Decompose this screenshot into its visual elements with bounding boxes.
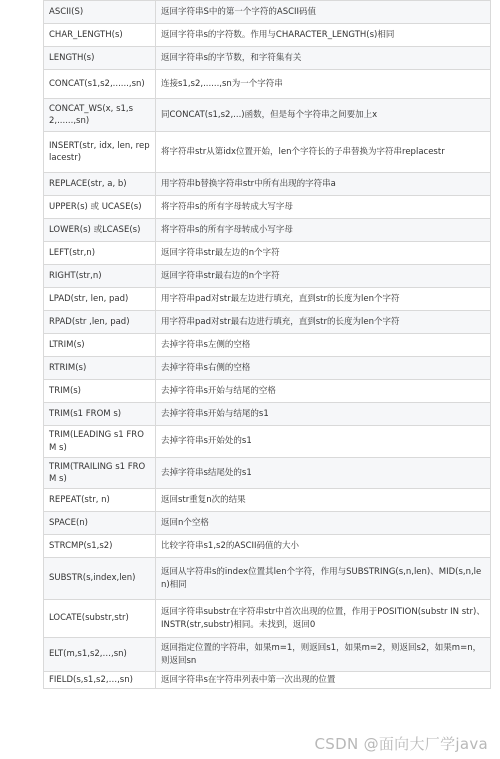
function-description-cell: 用字符串b替换字符串str中所有出现的字符串a <box>156 173 491 196</box>
function-name-cell: INSERT(str, idx, len, replacestr) <box>44 132 156 173</box>
table-body <box>44 1 491 689</box>
table-row <box>44 219 491 242</box>
table-row <box>44 672 491 689</box>
function-description-cell: 将字符串s的所有字母转成大写字母 <box>156 196 491 219</box>
table-row <box>44 24 491 47</box>
function-description-cell: 返回指定位置的字符串，如果m=1，则返回s1，如果m=2，则返回s2，如果m=n，则返回sn <box>156 638 491 672</box>
function-name-cell: ASCII(S) <box>44 1 156 24</box>
function-description-cell: 返回n个空格 <box>156 512 491 535</box>
function-name-cell: TRIM(s1 FROM s) <box>44 403 156 426</box>
function-name-cell: LPAD(str, len, pad) <box>44 288 156 311</box>
function-description-cell: 返回字符串s的字节数，和字符集有关 <box>156 47 491 70</box>
function-name-cell: LTRIM(s) <box>44 334 156 357</box>
table-row <box>44 638 491 672</box>
table-row <box>44 99 491 132</box>
function-name-cell: RIGHT(str,n) <box>44 265 156 288</box>
function-description-cell: 去掉字符串s左侧的空格 <box>156 334 491 357</box>
function-name-cell: FIELD(s,s1,s2,…,sn) <box>44 672 156 689</box>
table-row <box>44 1 491 24</box>
function-name-cell: REPEAT(str, n) <box>44 489 156 512</box>
function-name-cell: LOWER(s) 或LCASE(s) <box>44 219 156 242</box>
function-name-cell: CONCAT_WS(x, s1,s2,......,sn) <box>44 99 156 132</box>
table-row <box>44 242 491 265</box>
function-description-cell: 用字符串pad对str最右边进行填充，直到str的长度为len个字符 <box>156 311 491 334</box>
function-description-cell: 去掉字符串s右侧的空格 <box>156 357 491 380</box>
function-description-cell: 返回字符串s在字符串列表中第一次出现的位置 <box>156 672 491 689</box>
function-description-cell: 将字符串s的所有字母转成小写字母 <box>156 219 491 242</box>
table-row <box>44 458 491 489</box>
table-row <box>44 357 491 380</box>
table-row <box>44 535 491 558</box>
function-table-container <box>43 0 490 689</box>
function-description-cell: 连接s1,s2,......,sn为一个字符串 <box>156 70 491 99</box>
function-name-cell: STRCMP(s1,s2) <box>44 535 156 558</box>
function-name-cell: TRIM(TRAILING s1 FROM s) <box>44 458 156 489</box>
table-row <box>44 403 491 426</box>
function-name-cell: CHAR_LENGTH(s) <box>44 24 156 47</box>
function-name-cell: UPPER(s) 或 UCASE(s) <box>44 196 156 219</box>
function-description-cell: 比较字符串s1,s2的ASCII码值的大小 <box>156 535 491 558</box>
function-description-cell: 返回字符串substr在字符串str中首次出现的位置，作用于POSITION(substr IN str)、INSTR(str,substr)相同。未找到，返回0 <box>156 600 491 638</box>
function-name-cell: TRIM(LEADING s1 FROM s) <box>44 426 156 458</box>
function-description-cell: 去掉字符串s开始与结尾的s1 <box>156 403 491 426</box>
table-row <box>44 512 491 535</box>
function-description-cell: 返回字符串S中的第一个字符的ASCII码值 <box>156 1 491 24</box>
function-description-cell: 返回字符串str最右边的n个字符 <box>156 265 491 288</box>
table-row <box>44 489 491 512</box>
table-row <box>44 47 491 70</box>
table-row <box>44 265 491 288</box>
function-description-cell: 去掉字符串s开始与结尾的空格 <box>156 380 491 403</box>
table-row <box>44 558 491 600</box>
string-function-table <box>43 0 491 689</box>
table-row <box>44 70 491 99</box>
table-row <box>44 334 491 357</box>
function-name-cell: LEFT(str,n) <box>44 242 156 265</box>
function-name-cell: LOCATE(substr,str) <box>44 600 156 638</box>
table-row <box>44 288 491 311</box>
function-description-cell: 返回从字符串s的index位置其len个字符，作用与SUBSTRING(s,n,len)、MID(s,n,len)相同 <box>156 558 491 600</box>
function-name-cell: TRIM(s) <box>44 380 156 403</box>
function-name-cell: LENGTH(s) <box>44 47 156 70</box>
function-description-cell: 去掉字符串s结尾处的s1 <box>156 458 491 489</box>
table-row <box>44 173 491 196</box>
function-name-cell: CONCAT(s1,s2,......,sn) <box>44 70 156 99</box>
function-description-cell: 用字符串pad对str最左边进行填充，直到str的长度为len个字符 <box>156 288 491 311</box>
table-row <box>44 311 491 334</box>
table-row <box>44 132 491 173</box>
table-row <box>44 426 491 458</box>
function-description-cell: 将字符串str从第idx位置开始，len个字符长的子串替换为字符串replacestr <box>156 132 491 173</box>
function-description-cell: 同CONCAT(s1,s2,...)函数，但是每个字符串之间要加上x <box>156 99 491 132</box>
function-description-cell: 返回str重复n次的结果 <box>156 489 491 512</box>
function-name-cell: SPACE(n) <box>44 512 156 535</box>
table-row <box>44 380 491 403</box>
table-row <box>44 600 491 638</box>
function-description-cell: 去掉字符串s开始处的s1 <box>156 426 491 458</box>
function-name-cell: REPLACE(str, a, b) <box>44 173 156 196</box>
function-name-cell: RPAD(str ,len, pad) <box>44 311 156 334</box>
function-name-cell: RTRIM(s) <box>44 357 156 380</box>
watermark: CSDN @面向大厂学java <box>314 735 488 753</box>
function-name-cell: SUBSTR(s,index,len) <box>44 558 156 600</box>
table-row <box>44 196 491 219</box>
function-description-cell: 返回字符串s的字符数。作用与CHARACTER_LENGTH(s)相同 <box>156 24 491 47</box>
function-name-cell: ELT(m,s1,s2,…,sn) <box>44 638 156 672</box>
function-description-cell: 返回字符串str最左边的n个字符 <box>156 242 491 265</box>
